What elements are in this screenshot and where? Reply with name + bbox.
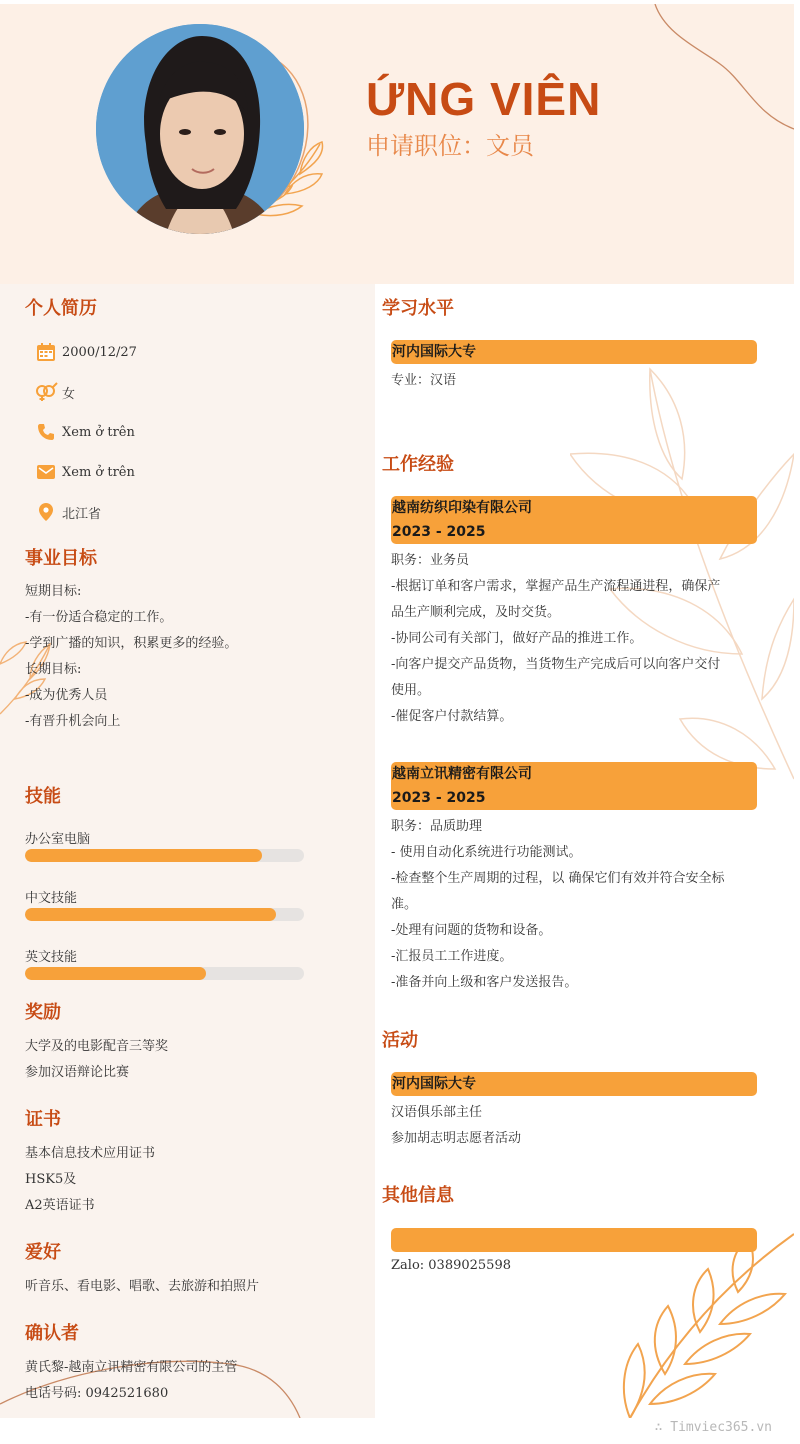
education-school-bar: [391, 340, 757, 364]
mail-icon: [34, 460, 58, 484]
job-header-bar: [391, 496, 757, 544]
personal-section-title: 个人简历: [25, 298, 97, 319]
activity-org: 河内国际大专: [392, 1076, 476, 1092]
skill-bar: [25, 849, 304, 862]
activities-section-title: 活动: [382, 1030, 418, 1051]
referee-line: 黄氏黎-越南立讯精密有限公司的主管: [25, 1360, 238, 1375]
certs-section-title: 证书: [25, 1109, 61, 1130]
goal-line: 短期目标:: [25, 584, 82, 599]
school-name: 河内国际大专: [392, 344, 476, 360]
cert-line: 基本信息技术应用证书: [25, 1146, 156, 1161]
skill-bar-fill: [25, 967, 206, 980]
phone: Xem ở trên: [62, 424, 135, 440]
goal-line: -有晋升机会向上: [25, 714, 121, 729]
education-section-title: 学习水平: [382, 298, 454, 319]
candidate-photo: [96, 24, 304, 234]
referee-line: 电话号码: 0942521680: [25, 1386, 169, 1401]
goal-line: 长期目标:: [25, 662, 82, 677]
education-major: 专业：汉语: [391, 373, 457, 388]
right-column: [375, 284, 794, 1418]
skill-bar: [25, 967, 304, 980]
other-info-bar: [391, 1228, 757, 1252]
skill-bar-fill: [25, 849, 262, 862]
birth-row: [34, 340, 137, 364]
job-line: 品生产顺利完成，及时交货。: [391, 605, 561, 620]
footer-watermark: ∴ Timviec365.vn: [654, 1420, 772, 1435]
skill-bar: [25, 908, 304, 921]
work-section-title: 工作经验: [382, 454, 454, 475]
birth-date: 2000/12/27: [62, 344, 137, 360]
job-line: 职务：业务员: [391, 553, 470, 568]
goal-line: -有一份适合稳定的工作。: [25, 610, 173, 625]
job-line: -根据订单和客户需求，掌握产品生产流程通进程，确保产: [391, 579, 721, 594]
goals-section-title: 事业目标: [25, 548, 97, 569]
job-line: -准备并向上级和客户发送报告。: [391, 975, 578, 990]
job-line: -向客户提交产品货物，当货物生产完成后可以向客户交付: [391, 657, 721, 672]
activity-org-bar: [391, 1072, 757, 1096]
activity-line: 汉语俱乐部主任: [391, 1105, 483, 1120]
awards-section-title: 奖励: [25, 1002, 61, 1023]
job-line: 准。: [391, 897, 418, 912]
header: [0, 4, 794, 284]
zalo-contact: Zalo: 0389025598: [391, 1258, 511, 1273]
location: 北江省: [62, 506, 102, 522]
referee-section-title: 确认者: [25, 1323, 79, 1344]
applied-position: 申请职位：文员: [366, 132, 534, 160]
cert-line: HSK5及: [25, 1172, 77, 1187]
skill-name: 英文技能: [25, 950, 78, 965]
left-column: [0, 284, 375, 1418]
goal-line: -成为优秀人员: [25, 688, 108, 703]
job-line: 职务：品质助理: [391, 819, 483, 834]
job-line: 使用。: [391, 683, 431, 698]
award-line: 大学及的电影配音三等奖: [25, 1039, 169, 1054]
location-pin-icon: [34, 500, 58, 524]
job-line: -协同公司有关部门，做好产品的推进工作。: [391, 631, 643, 646]
skill-name: 中文技能: [25, 891, 78, 906]
job-company: 越南纺织印染有限公司: [392, 500, 532, 516]
job-period: 2023 - 2025: [392, 524, 486, 540]
hobbies-line: 听音乐、看电影、唱歌、去旅游和拍照片: [25, 1279, 260, 1294]
goal-line: -学到广播的知识，积累更多的经验。: [25, 636, 238, 651]
job-line: -检查整个生产周期的过程，以 确保它们有效并符合安全标: [391, 871, 725, 886]
gender: 女: [62, 386, 76, 402]
gender-row: [34, 380, 75, 404]
email-row: [34, 460, 135, 484]
phone-row: [34, 420, 135, 444]
job-line: -汇报员工工作进度。: [391, 949, 513, 964]
phone-icon: [34, 420, 58, 444]
job-line: - 使用自动化系统进行功能测试。: [391, 845, 582, 860]
skill-name: 办公室电脑: [25, 832, 91, 847]
job-line: -催促客户付款结算。: [391, 709, 513, 724]
hobbies-section-title: 爱好: [25, 1242, 61, 1263]
calendar-icon: [34, 340, 58, 364]
cert-line: A2英语证书: [25, 1198, 95, 1213]
candidate-name: ỨNG VIÊN: [366, 73, 602, 125]
job-line: -处理有问题的货物和设备。: [391, 923, 552, 938]
location-row: [34, 500, 101, 524]
job-company: 越南立讯精密有限公司: [392, 766, 532, 782]
job-period: 2023 - 2025: [392, 790, 486, 806]
job-header-bar: [391, 762, 757, 810]
skill-bar-fill: [25, 908, 276, 921]
activity-line: 参加胡志明志愿者活动: [391, 1131, 522, 1146]
email: Xem ở trên: [62, 464, 135, 480]
other-section-title: 其他信息: [382, 1185, 454, 1206]
skills-section-title: 技能: [25, 786, 61, 807]
gender-icon: [34, 380, 58, 404]
award-line: 参加汉语辩论比赛: [25, 1065, 130, 1080]
